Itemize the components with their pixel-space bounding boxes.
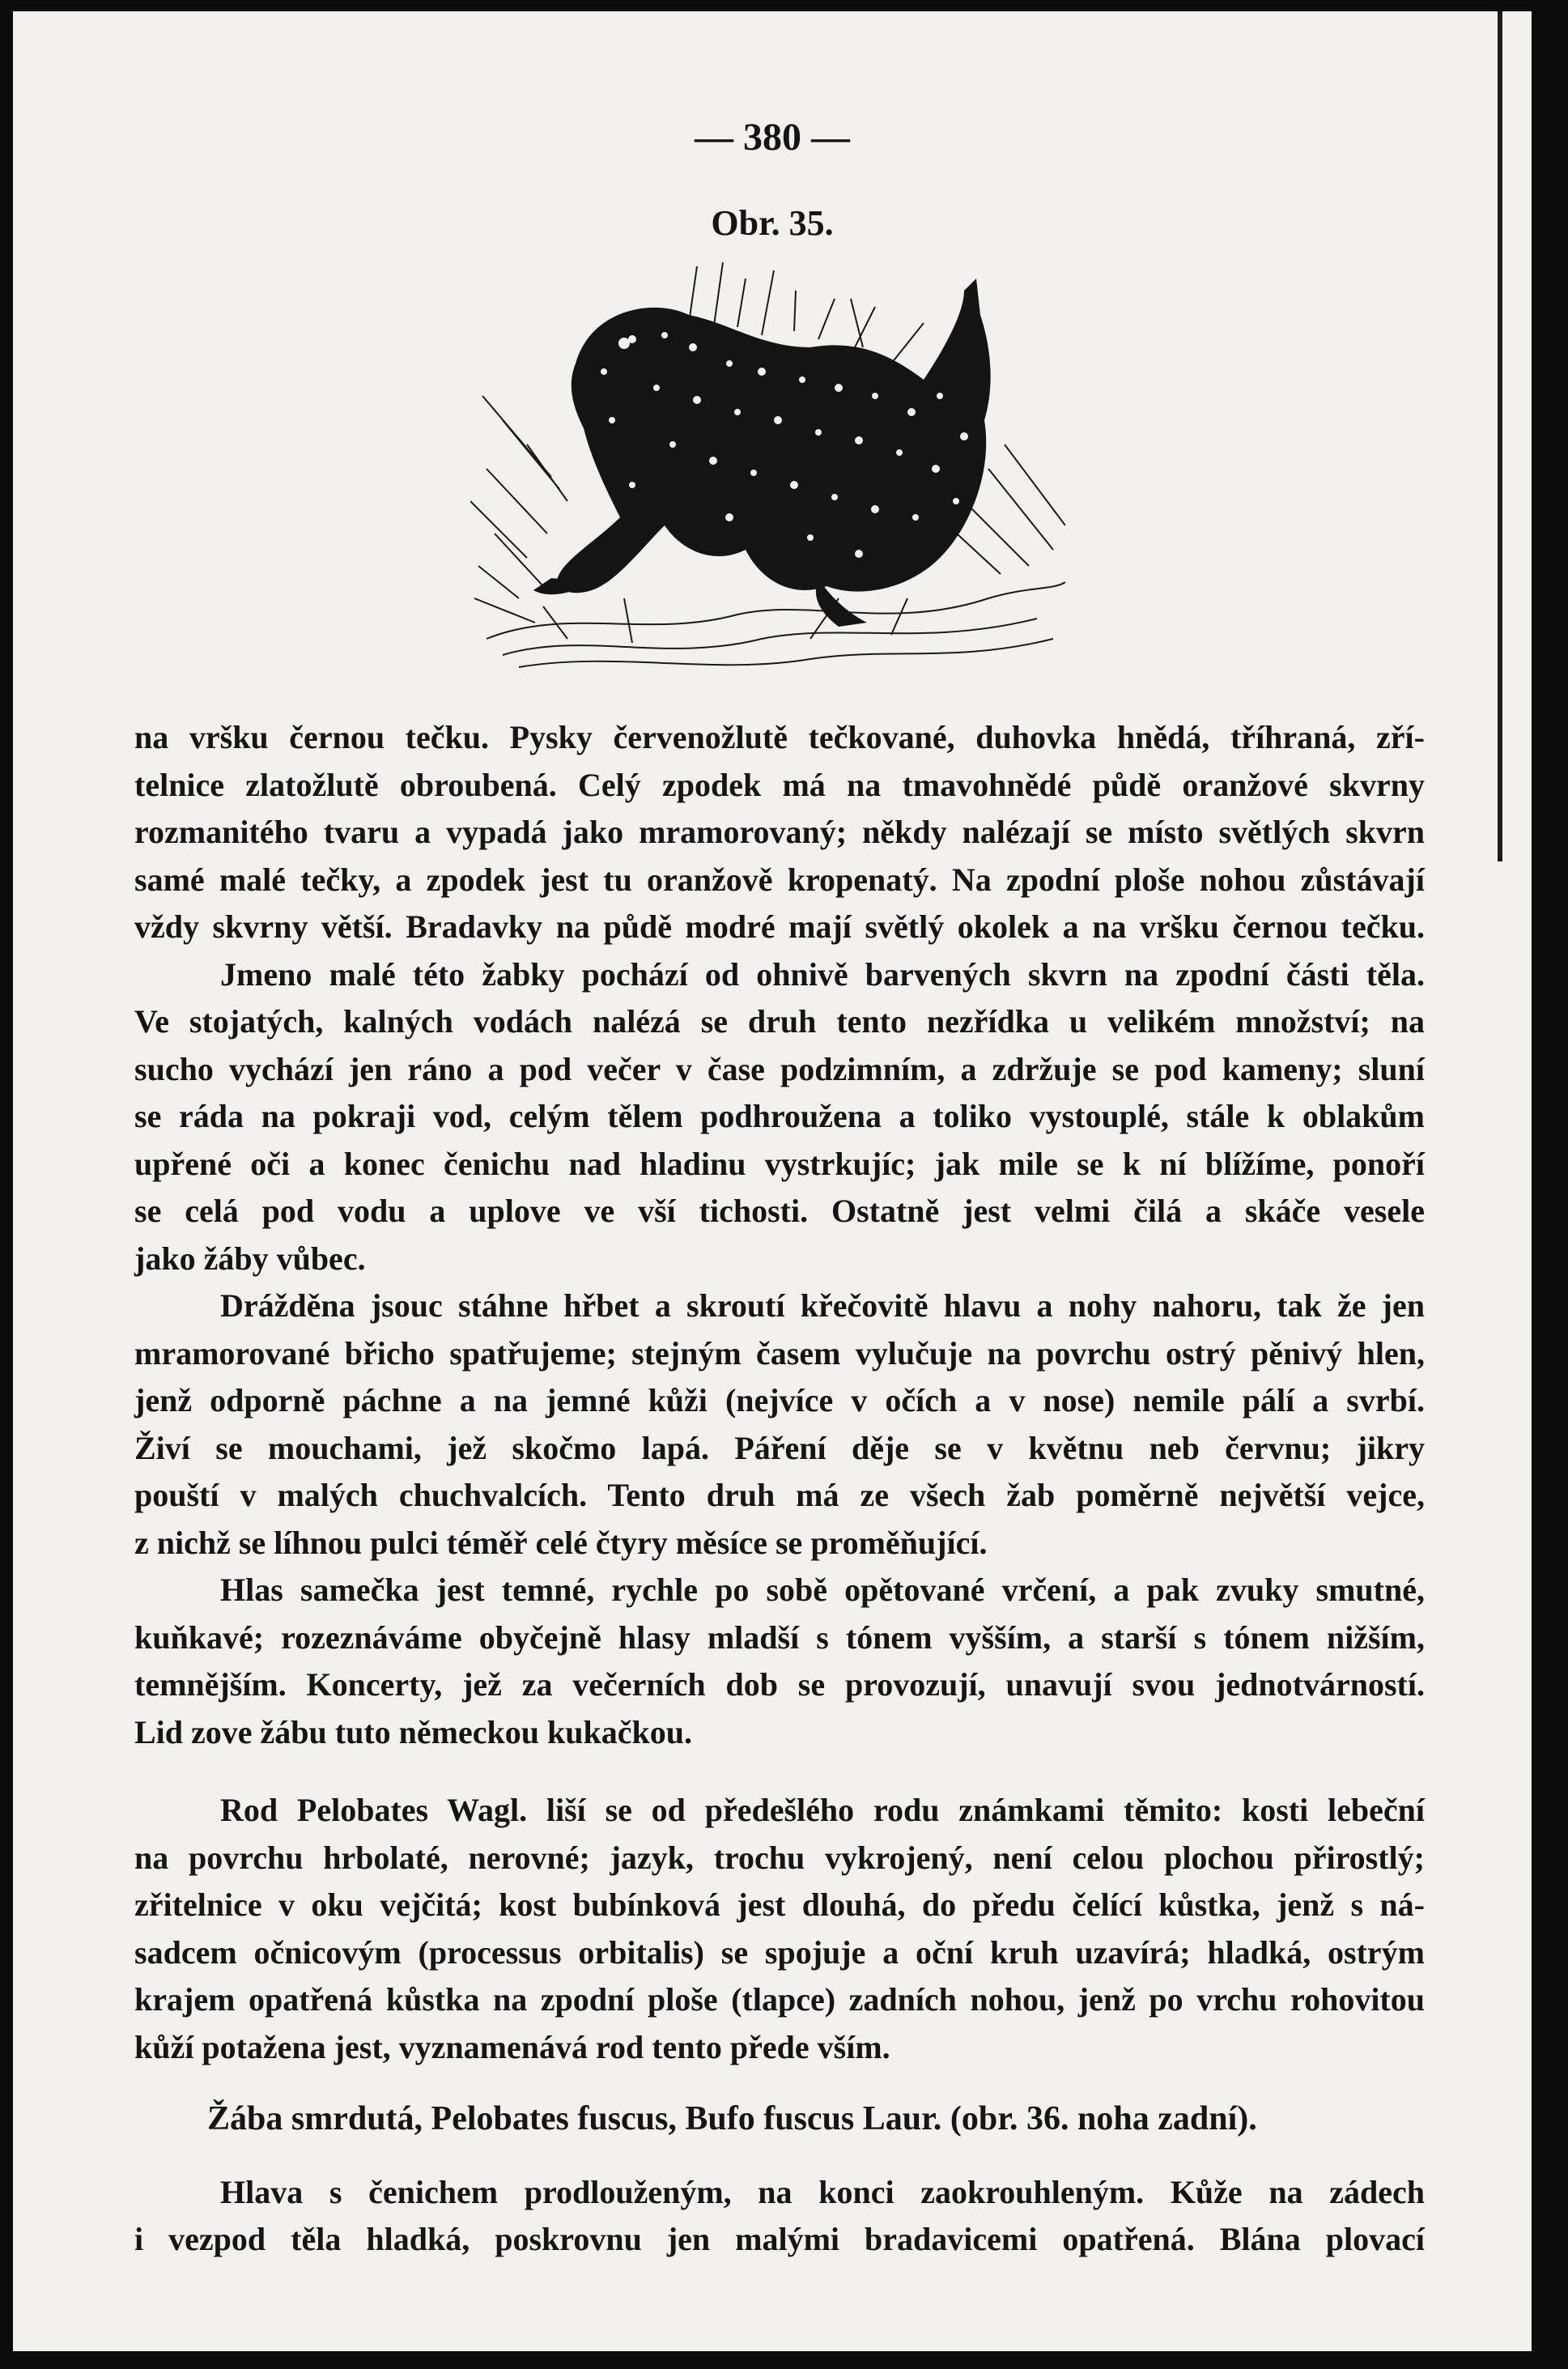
text-line: rozmanitého tvaru a vypadá jako mramorovaný; někdy nalézají se místo světlých skvrn (134, 814, 1425, 850)
text-line: samé malé tečky, a zpodek jest tu oranžově kropenatý. Na zpodní ploše nohou zůstávají (134, 861, 1425, 898)
text-line: telnice zlatožlutě obroubená. Celý zpodek má na tmavohnědé půdě oranžové skvrny (134, 766, 1425, 803)
text-line: zřitelnice v oku vejčitá; kost bubínková jest dlouhá, do předu čelící kůstka, jenž s ná- (134, 1886, 1425, 1923)
paragraph-2 (134, 951, 1425, 1283)
paragraph-6 (134, 2169, 1425, 2264)
text-line: pouští v malých chuchvalcích. Tento druh má ze všech žab poměrně největší vejce, (134, 1477, 1425, 1513)
paragraph-1 (134, 714, 1425, 951)
text-line: vždy skvrny větší. Bradavky na půdě modré mají světlý okolek a na vršku černou tečku. (134, 908, 1425, 945)
text-line: na povrchu hrbolaté, nerovné; jazyk, trochu vykrojený, není celou plochou přirostlý; (134, 1839, 1425, 1876)
text-line: jako žáby vůbec. (134, 1240, 366, 1277)
text-line: i vezpod těla hladká, poskrovnu jen malými bradavicemi opatřená. Blána plovací (134, 2221, 1425, 2257)
text-line: Rod Pelobates Wagl. liší se od předešlého rodu známkami těmito: kosti lebeční (220, 1792, 1425, 1828)
text-line: kuňkavé; rozeznáváme obyčejně hlasy mladší s tónem vyšším, a starší s tónem nižším, (134, 1618, 1425, 1656)
text-line: Hlava s čenichem prodlouženým, na konci zaokrouhleným. Kůže na zádech (220, 2173, 1425, 2210)
text-line: upřené oči a konec čenichu nad hladinu vystrkujíc; jak mile se k ní blížíme, ponoří (134, 1145, 1425, 1182)
text-line: na vršku černou tečku. Pysky červenožlutě tečkované, duhovka hnědá, tříhraná, zří- (134, 719, 1425, 755)
species-heading: Žába smrdutá, Pelobates fuscus, Bufo fuscus Laur. (obr. 36. noha zadní). (207, 2100, 1257, 2137)
text-line: se ráda na pokraji vod, celým tělem podhroužena a toliko vystouplé, stále k oblakům (134, 1098, 1425, 1134)
text-line: kůží potažena jest, vyznamenává rod tento přede vším. (134, 2028, 890, 2065)
text-line: Jmeno malé této žabky pochází od ohnivě barvených skvrn na zpodní části těla. (220, 955, 1425, 993)
text-line: Drážděna jsouc stáhne hřbet a skroutí křečovitě hlavu a nohy nahoru, tak že jen (220, 1287, 1425, 1324)
paragraph-5 (134, 1787, 1425, 2071)
text-line: temnějším. Koncerty, jež za večerních dob se provozují, unavují svou jednotvárností. (134, 1666, 1425, 1703)
text-line: Hlas samečka jest temné, rychle po sobě opětované vrčení, a pak zvuky smutné, (220, 1572, 1425, 1608)
figure-caption: Obr. 35. (711, 203, 834, 243)
text-line: krajem opatřená kůstka na zpodní ploše (tlapce) zadních nohou, jenž po vrchu rohovitou (134, 1981, 1425, 2018)
text-line: se celá pod vodu a uplove ve vší tichosti. Ostatně jest velmi čilá a skáče vesele (134, 1193, 1425, 1229)
text-line: sadcem očnicovým (processus orbitalis) se spojuje a oční kruh uzavírá; hladká, ostrým (134, 1933, 1425, 1971)
text-line: sucho vychází jen ráno a pod večer v čase podzimním, a zdržuje se pod kameny; sluní (134, 1050, 1425, 1087)
text-line: Živí se mouchami, jež skočmo lapá. Páření děje se v květnu neb červnu; jikry (134, 1429, 1425, 1466)
text-line: Lid zove žábu tuto německou kukačkou. (134, 1713, 692, 1750)
text-line: z nichž se líhnou pulci téměř celé čtyry měsíce se proměňující. (134, 1524, 988, 1561)
book-page (13, 11, 1532, 2351)
text-line: mramorované břicho spatřujeme; stejným časem vylučuje na povrchu ostrý pěnivý hlen, (134, 1334, 1425, 1372)
paragraph-3 (134, 1282, 1425, 1567)
page-number: — 380 — (695, 116, 850, 159)
body-text (134, 714, 1425, 2264)
text-line: jenž odporně páchne a na jemné kůži (nejvíce v očích a v nose) nemile pálí a svrbí. (134, 1382, 1425, 1418)
toad-illustration (470, 258, 1065, 683)
text-line: Ve stojatých, kalných vodách nalézá se druh tento nezřídka u velikém množství; na (134, 1003, 1425, 1040)
paragraph-4 (134, 1567, 1425, 1756)
